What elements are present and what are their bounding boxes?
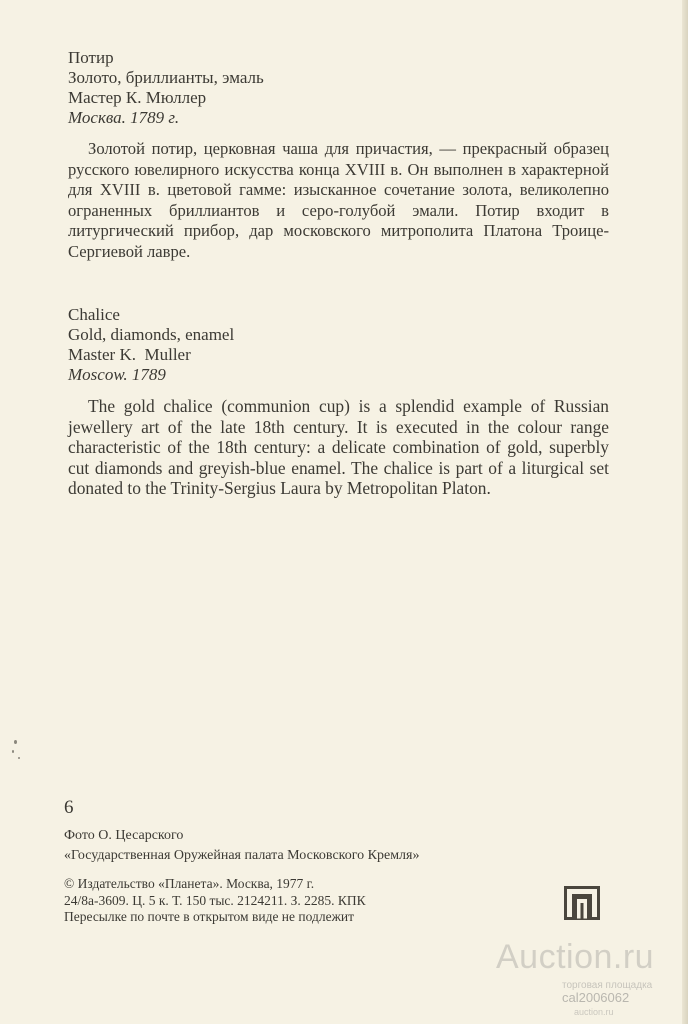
publisher-line: © Издательство «Планета». Москва, 1977 г. [64, 876, 315, 891]
russian-materials: Золото, бриллианты, эмаль [68, 68, 264, 87]
russian-description: Золотой потир, церковная чаша для причастия, — прекрасный образец русского ювелирного искусства конца XVIII в. Он выполнен в характерной для XVIII в. цветовой гамме: изысканное сочетание золота, великолепно ограненных бриллиантов и серо-голубой эмали. Потир входит в литургический прибор, дар московского митрополита Платона Троице-Сергиевой лавре. [68, 139, 609, 261]
source-credit: «Государственная Оружейная палата Московского Кремля» [64, 848, 420, 863]
watermark-lot-id: cal2006062 [562, 990, 630, 1005]
english-caption [68, 305, 608, 385]
mailing-note: Пересылке по почте в открытом виде не подлежит [64, 909, 355, 924]
paper-speck [14, 740, 17, 744]
russian-place-date: Москва. 1789 г. [68, 108, 180, 127]
watermark-site: auction.ru [574, 1007, 614, 1017]
watermark-subtitle: торговая площадка [562, 980, 653, 991]
photo-credit: Фото О. Цесарского [64, 828, 184, 843]
imprint [64, 876, 366, 926]
print-info-line: 24/8а-3609. Ц. 5 к. Т. 150 тыс. 2124211. З. 2285. КПК [64, 892, 366, 908]
planeta-logo-icon [564, 886, 600, 920]
russian-title: Потир [68, 48, 114, 67]
russian-caption [68, 48, 608, 128]
page-edge [682, 0, 688, 1024]
paper-speck [12, 750, 14, 753]
page-number: 6 [64, 797, 74, 818]
english-master: Master K. Muller [68, 345, 191, 364]
russian-master: Мастер К. Мюллер [68, 88, 207, 107]
english-place-date: Moscow. 1789 [68, 365, 166, 384]
english-title: Chalice [68, 305, 120, 324]
english-materials: Gold, diamonds, enamel [68, 325, 235, 344]
watermark-brand: Auction.ru [496, 938, 655, 976]
paper-speck [18, 757, 20, 759]
credits [64, 826, 419, 866]
english-description: The gold chalice (communion cup) is a splendid example of Russian jewellery art of the late 18th century. It is executed in the colour range characteristic of the 18th century: a delicate combination of gold, superbly cut diamonds and greyish-blue enamel. The chalice is part of a liturgical set donated to the Trinity-Sergius Laura by Metropolitan Platon. [68, 396, 609, 498]
